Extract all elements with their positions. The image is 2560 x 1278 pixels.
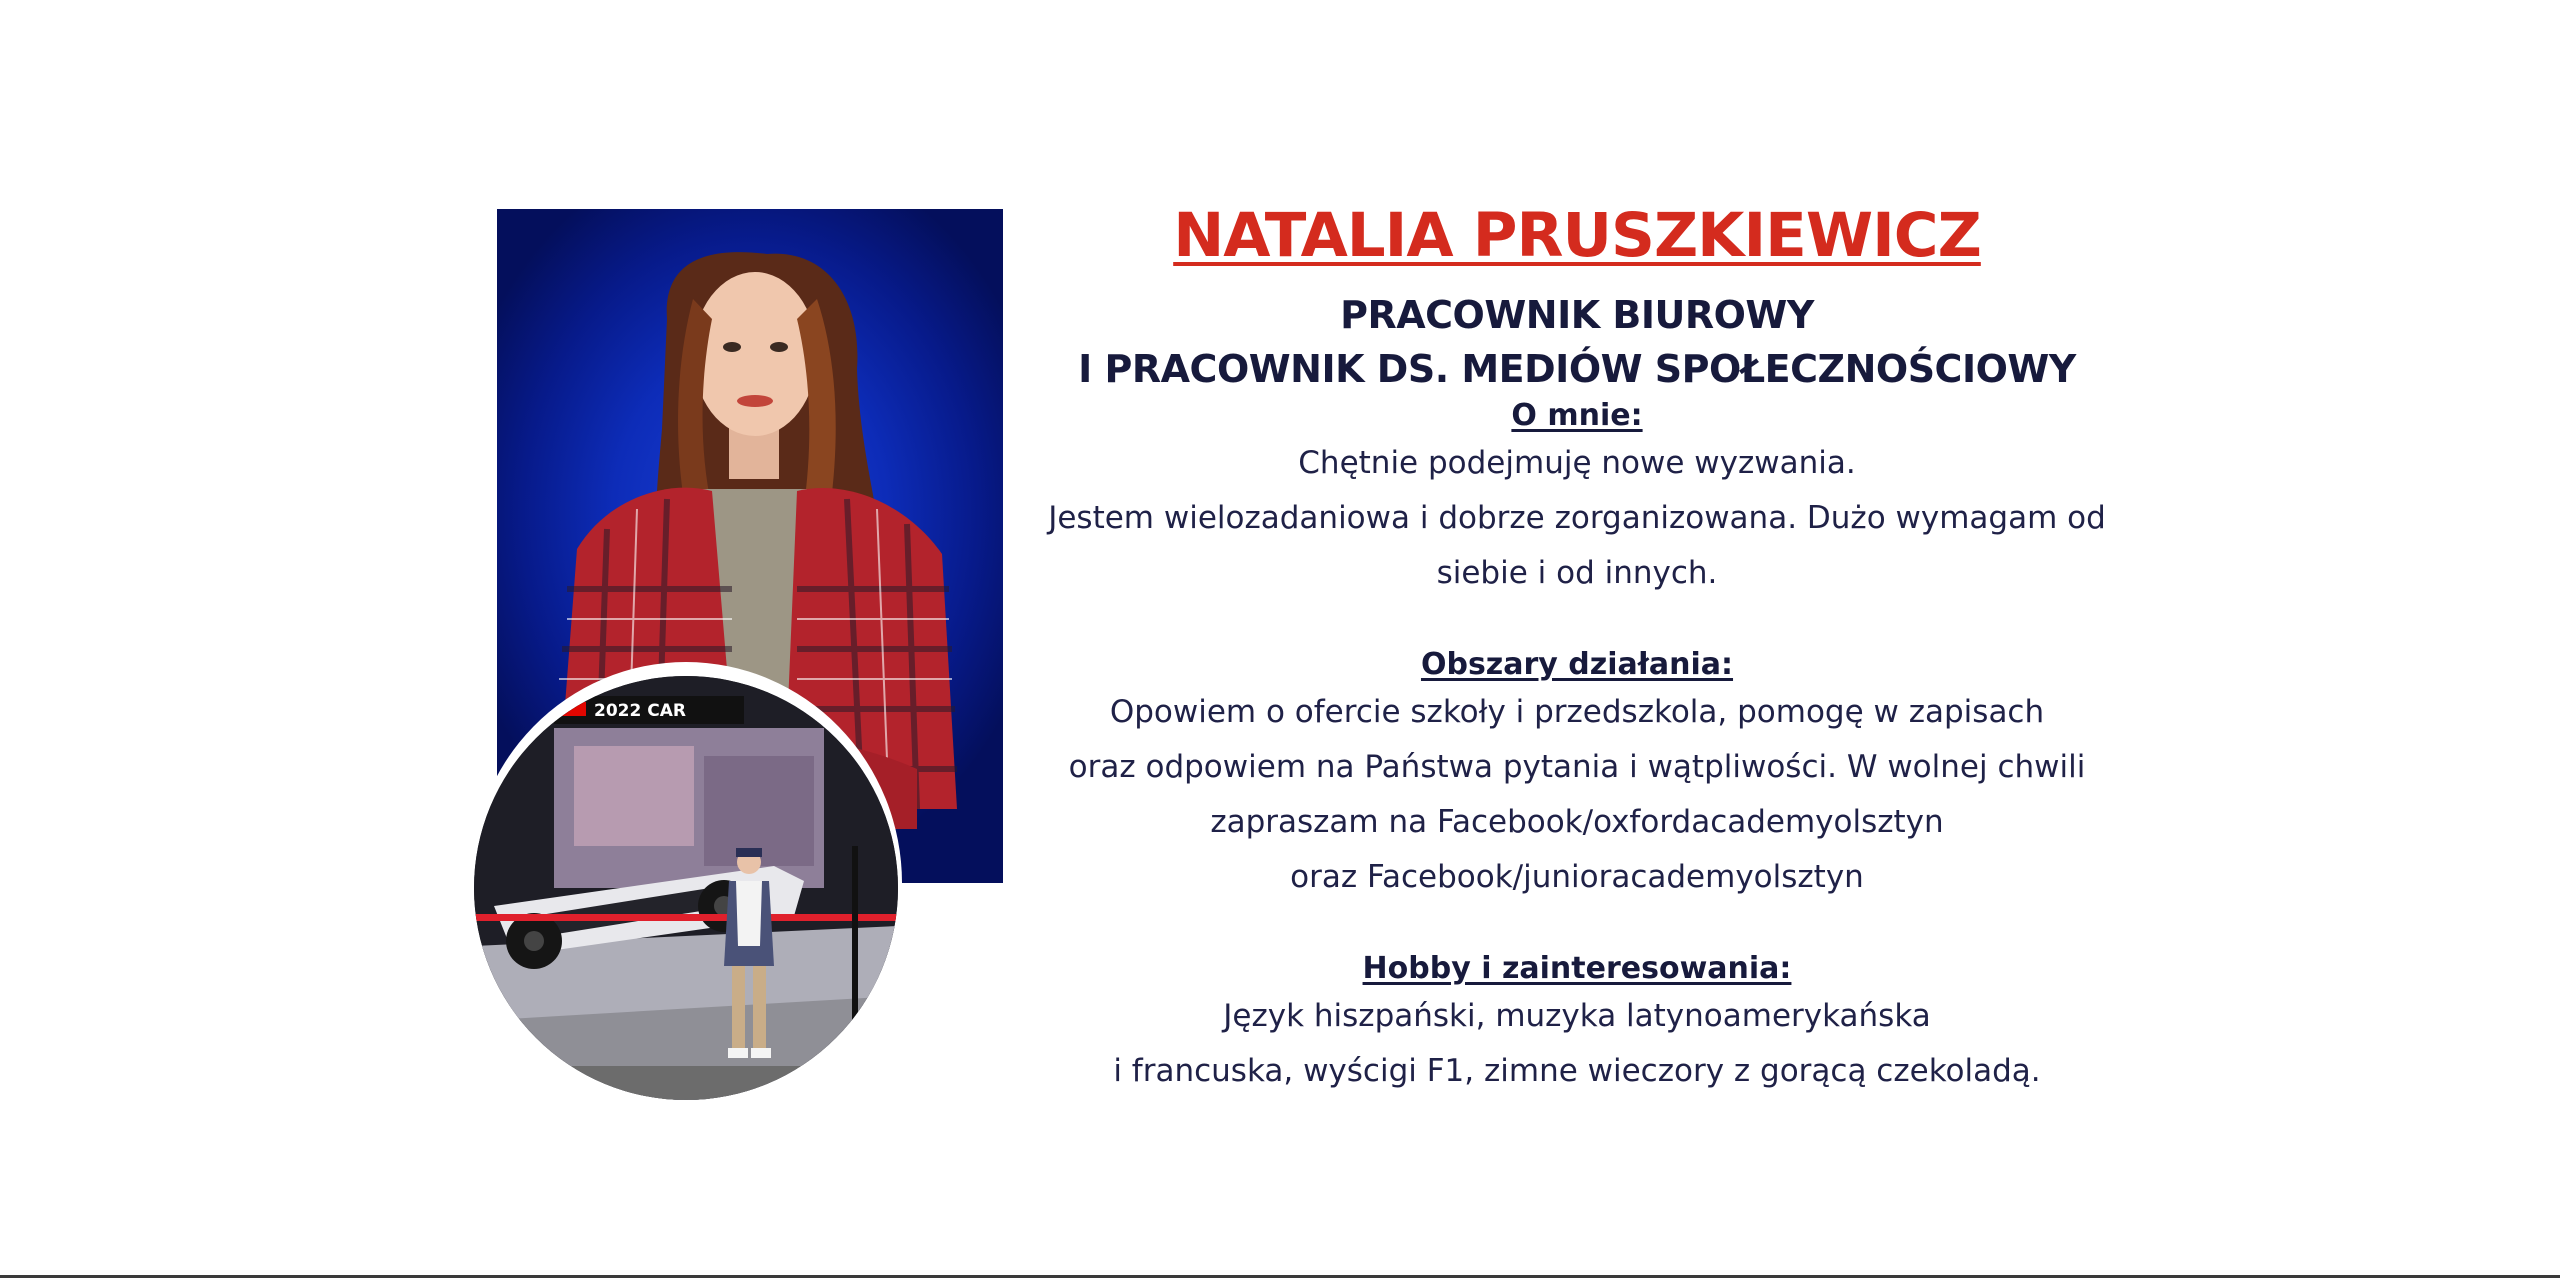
f1-car-scene-illustration [474, 676, 898, 1100]
role-line-2: I PRACOWNIK DS. MEDIÓW SPOŁECZNOŚCIOWY [1078, 347, 2076, 391]
about-line: Chętnie podejmuję nowe wyzwania. [1298, 445, 1856, 481]
about-title: O mnie: [1511, 398, 1643, 433]
banner-text: 2022 CAR [594, 701, 686, 721]
profile-text [1040, 196, 2114, 1099]
hobby-title: Hobby i zainteresowania: [1362, 951, 1792, 986]
areas-line: Opowiem o ofercie szkoły i przedszkola, pomogę w zapisach [1109, 694, 2045, 730]
hobby-line: Język hiszpański, muzyka latynoamerykańska [1223, 998, 1931, 1034]
spacer [1040, 905, 2114, 949]
areas-line: oraz Facebook/junioracademyolsztyn [1290, 859, 1864, 895]
areas-line: oraz odpowiem na Państwa pytania i wątpliwości. W wolnej chwili [1068, 749, 2086, 785]
spacer [1040, 601, 2114, 645]
person-name: NATALIA PRUSZKIEWICZ [1173, 200, 1981, 271]
hobby-line: i francuska, wyścigi F1, zimne wieczory z gorącą czekoladą. [1113, 1053, 2041, 1089]
f1-event-photo [470, 662, 902, 1104]
about-line: siebie i od innych. [1436, 555, 1718, 591]
about-line: Jestem wielozadaniowa i dobrze zorganizowana. Dużo wymagam od [1048, 500, 2106, 536]
areas-title: Obszary działania: [1420, 647, 1734, 682]
role-line-1: PRACOWNIK BIUROWY [1340, 293, 1814, 337]
areas-line: zapraszam na Facebook/oxfordacademyolsztyn [1210, 804, 1944, 840]
f1-event-photo-inner [474, 676, 898, 1100]
